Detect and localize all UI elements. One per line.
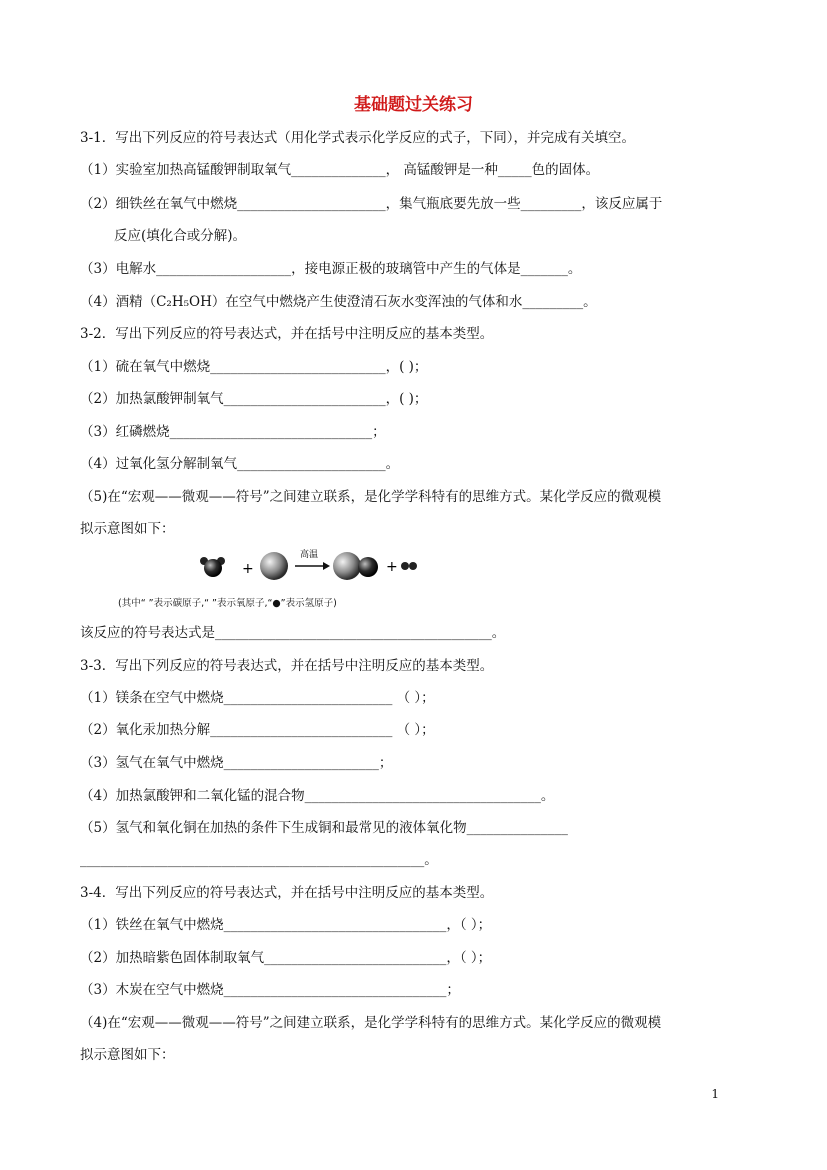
q3-1-stem: 3-1．写出下列反应的符号表达式（用化学式表示化学反应的式子，下同），并完成有关填空。 bbox=[80, 130, 635, 146]
q3-2-item-5: （5)在“宏观——微观——符号”之间建立联系，是化学学科特有的思维方式。某化学反应的微观模 bbox=[80, 489, 662, 505]
q3-3-stem: 3-3．写出下列反应的符号表达式，并在括号中注明反应的基本类型。 bbox=[80, 658, 494, 674]
q3-3-item-2: （2）氧化汞加热分解___________________________ （ ）； bbox=[80, 722, 435, 738]
q3-3-item-1: （1）镁条在空气中燃烧_________________________ （ ）； bbox=[80, 690, 435, 706]
q3-4-item-4-cont: 拟示意图如下： bbox=[80, 1047, 175, 1063]
q3-3-item-5: （5）氢气和氧化铜在加热的条件下生成铜和最常见的液体氧化物_______________ bbox=[80, 820, 568, 836]
q3-1-item-3: （3）电解水____________________，接电源正极的玻璃管中产生的气体是_______。 bbox=[80, 261, 582, 277]
q3-2-item-1: （1）硫在氧气中燃烧__________________________，( )； bbox=[80, 359, 428, 375]
svg-text:+: + bbox=[386, 559, 398, 575]
q3-4-stem: 3-4．写出下列反应的符号表达式，并在括号中注明反应的基本类型。 bbox=[80, 885, 494, 901]
page-title: 基础题过关练习 bbox=[354, 95, 473, 115]
reaction-diagram bbox=[118, 548, 438, 612]
carbon-atom-icon bbox=[260, 552, 288, 580]
q3-1-item-4: （4）酒精（C₂H₅OH）在空气中燃烧产生使澄清石灰水变浑浊的气体和水_________。 bbox=[80, 294, 597, 310]
q3-1-item-2: （2）细铁丝在氧气中燃烧______________________，集气瓶底要先放一些_________，该反应属于 bbox=[80, 196, 663, 212]
q3-4-item-1: （1）铁丝在氧气中燃烧_________________________________，（ ）； bbox=[80, 917, 492, 933]
page-number: 1 bbox=[711, 1087, 719, 1101]
hydrogen-molecule-icon bbox=[401, 562, 417, 570]
water-molecule-icon bbox=[200, 557, 225, 577]
q3-3-item-3: （3）氢气在氧气中燃烧_______________________； bbox=[80, 755, 393, 771]
svg-text:+: + bbox=[242, 561, 254, 577]
reaction-condition: 高温 bbox=[300, 550, 319, 560]
q3-3-item-5-cont: ___________________________________________________。 bbox=[80, 852, 438, 868]
q3-4-item-3: （3）木炭在空气中燃烧_________________________________； bbox=[80, 982, 460, 998]
q3-2-answer: 该反应的符号表达式是_________________________________________。 bbox=[80, 625, 506, 641]
diagram-legend: (其中“ ”表示碳原子,“ ”表示氧原子,“●”表示氢原子) bbox=[118, 598, 337, 609]
q3-1-item-1: （1）实验室加热高锰酸钾制取氧气______________， 高锰酸钾是一种_____色的固体。 bbox=[80, 162, 600, 178]
q3-2-item-5-cont: 拟示意图如下： bbox=[80, 521, 175, 537]
q3-1-item-2-cont: 反应(填化合或分解)。 bbox=[114, 228, 247, 244]
q3-2-item-2: （2）加热氯酸钾制氧气________________________，( )； bbox=[80, 391, 428, 407]
q3-2-stem: 3-2．写出下列反应的符号表达式，并在括号中注明反应的基本类型。 bbox=[80, 326, 494, 342]
q3-2-item-3: （3）红磷燃烧______________________________； bbox=[80, 424, 386, 440]
q3-3-item-4: （4）加热氯酸钾和二氧化锰的混合物___________________________________。 bbox=[80, 788, 555, 804]
carbon-monoxide-molecule-icon bbox=[333, 552, 378, 580]
q3-4-item-4: （4)在“宏观——微观——符号”之间建立联系，是化学学科特有的思维方式。某化学反应的微观模 bbox=[80, 1015, 662, 1031]
q3-2-item-4: （4）过氧化氢分解制氧气______________________。 bbox=[80, 456, 400, 472]
q3-4-item-2: （2）加热暗紫色固体制取氧气___________________________，（ ）； bbox=[80, 950, 492, 966]
